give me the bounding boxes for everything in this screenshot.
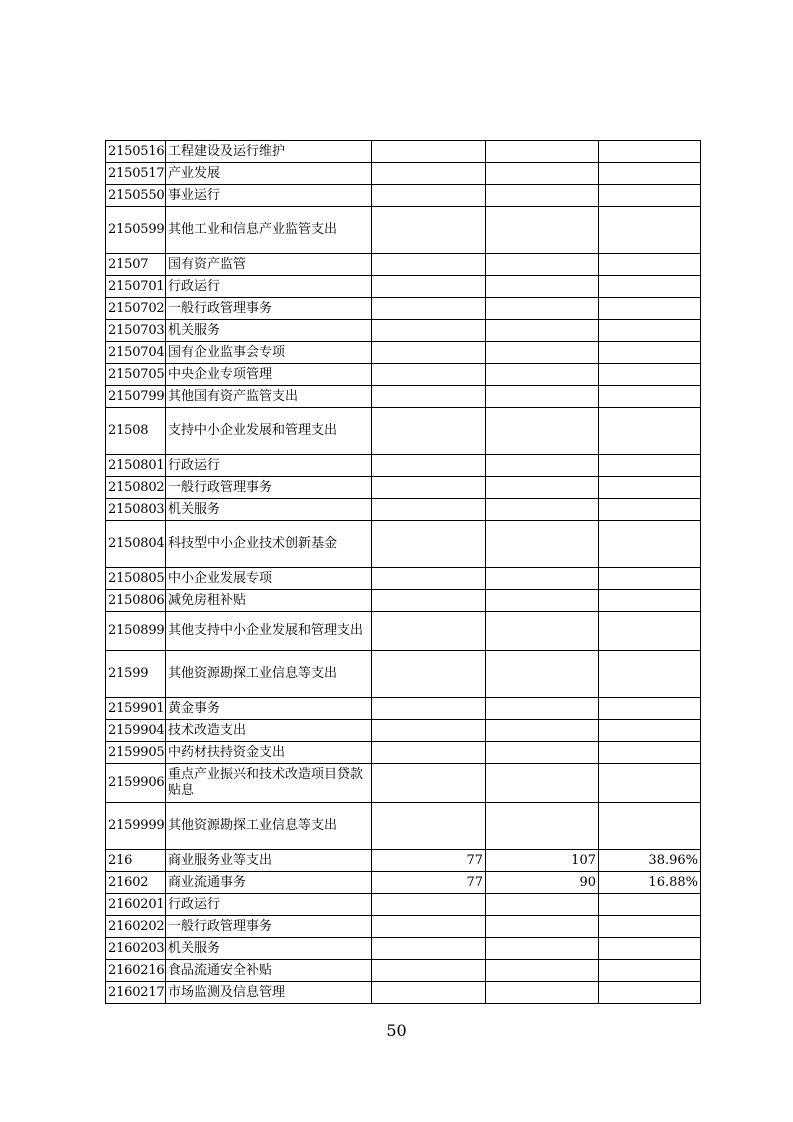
amount-curr-cell [486,960,599,982]
account-name-cell: 其他工业和信息产业监管支出 [166,207,372,254]
table-row [106,276,701,298]
amount-curr-cell [486,590,599,612]
account-code-cell: 2150599 [106,207,166,254]
amount-curr-cell [486,720,599,742]
amount-prev-cell [372,477,486,499]
amount-prev-cell [372,742,486,764]
amount-prev-cell [372,568,486,590]
growth-rate-cell [599,803,701,850]
account-name-cell: 其他资源勘探工业信息等支出 [166,651,372,698]
table-row [106,254,701,276]
amount-prev-cell [372,163,486,185]
account-name-cell: 市场监测及信息管理 [166,982,372,1004]
table-row [106,568,701,590]
account-name-cell: 一般行政管理事务 [166,477,372,499]
table-row [106,872,701,894]
account-code-cell: 2160201 [106,894,166,916]
amount-prev-cell [372,698,486,720]
table-row [106,590,701,612]
account-name-cell: 食品流通安全补贴 [166,960,372,982]
amount-curr-cell [486,651,599,698]
amount-prev-cell [372,720,486,742]
table-row [106,455,701,477]
amount-prev-cell [372,651,486,698]
amount-curr-cell [486,477,599,499]
account-code-cell: 2150802 [106,477,166,499]
account-name-cell: 机关服务 [166,320,372,342]
amount-curr-cell [486,141,599,163]
amount-curr-cell [486,455,599,477]
account-name-cell: 工程建设及运行维护 [166,141,372,163]
account-code-cell: 2160202 [106,916,166,938]
account-name-cell: 其他支持中小企业发展和管理支出 [166,612,372,651]
amount-curr-cell [486,185,599,207]
amount-prev-cell [372,342,486,364]
growth-rate-cell [599,276,701,298]
account-code-cell: 2150703 [106,320,166,342]
amount-prev-cell [372,982,486,1004]
amount-curr-cell [486,521,599,568]
table-row [106,364,701,386]
account-code-cell: 2160217 [106,982,166,1004]
account-code-cell: 21507 [106,254,166,276]
amount-prev-cell [372,894,486,916]
table-row [106,742,701,764]
account-code-cell: 2150516 [106,141,166,163]
account-name-cell: 减免房租补贴 [166,590,372,612]
amount-prev-cell [372,141,486,163]
table-row [106,612,701,651]
growth-rate-cell [599,590,701,612]
amount-prev-cell [372,185,486,207]
amount-prev-cell [372,764,486,803]
amount-curr-cell [486,499,599,521]
account-name-cell: 行政运行 [166,276,372,298]
account-code-cell: 2150801 [106,455,166,477]
amount-curr-cell [486,364,599,386]
table-row [106,764,701,803]
growth-rate-cell [599,455,701,477]
growth-rate-cell [599,612,701,651]
growth-rate-cell [599,916,701,938]
table-row [106,651,701,698]
account-name-cell: 其他国有资产监管支出 [166,386,372,408]
amount-prev-cell [372,803,486,850]
amount-curr-cell [486,408,599,455]
growth-rate-cell [599,408,701,455]
account-name-cell: 科技型中小企业技术创新基金 [166,521,372,568]
account-code-cell: 2150804 [106,521,166,568]
amount-curr-cell [486,298,599,320]
account-code-cell: 2150704 [106,342,166,364]
account-code-cell: 2159904 [106,720,166,742]
amount-prev-cell [372,364,486,386]
amount-prev-cell [372,298,486,320]
table-row [106,342,701,364]
amount-prev-cell [372,521,486,568]
growth-rate-cell [599,938,701,960]
account-code-cell: 216 [106,850,166,872]
amount-curr-cell [486,386,599,408]
growth-rate-cell [599,254,701,276]
amount-prev-cell: 77 [372,872,486,894]
budget-table-body [106,141,701,1004]
amount-curr-cell [486,254,599,276]
growth-rate-cell: 38.96% [599,850,701,872]
growth-rate-cell [599,207,701,254]
growth-rate-cell: 16.88% [599,872,701,894]
growth-rate-cell [599,185,701,207]
growth-rate-cell [599,298,701,320]
amount-prev-cell [372,276,486,298]
account-name-cell: 重点产业振兴和技术改造项目贷款贴息 [166,764,372,803]
amount-prev-cell [372,590,486,612]
amount-prev-cell [372,960,486,982]
table-row [106,320,701,342]
amount-curr-cell: 90 [486,872,599,894]
account-code-cell: 2150805 [106,568,166,590]
growth-rate-cell [599,894,701,916]
amount-prev-cell [372,207,486,254]
table-row [106,720,701,742]
table-row [106,386,701,408]
table-row [106,408,701,455]
amount-prev-cell [372,386,486,408]
amount-prev-cell: 77 [372,850,486,872]
amount-curr-cell [486,938,599,960]
growth-rate-cell [599,521,701,568]
account-name-cell: 国有资产监管 [166,254,372,276]
table-row [106,207,701,254]
amount-curr-cell [486,207,599,254]
amount-prev-cell [372,408,486,455]
amount-prev-cell [372,254,486,276]
page-number: 50 [386,1021,407,1040]
growth-rate-cell [599,568,701,590]
amount-curr-cell [486,764,599,803]
table-row [106,521,701,568]
account-name-cell: 机关服务 [166,499,372,521]
table-row [106,960,701,982]
account-name-cell: 商业流通事务 [166,872,372,894]
growth-rate-cell [599,764,701,803]
account-code-cell: 2159905 [106,742,166,764]
amount-prev-cell [372,320,486,342]
account-name-cell: 一般行政管理事务 [166,916,372,938]
amount-prev-cell [372,455,486,477]
amount-curr-cell [486,916,599,938]
budget-table [105,140,701,1004]
amount-curr-cell [486,163,599,185]
amount-curr-cell [486,276,599,298]
account-name-cell: 国有企业监事会专项 [166,342,372,364]
account-code-cell: 2150550 [106,185,166,207]
growth-rate-cell [599,477,701,499]
table-row [106,499,701,521]
account-code-cell: 2150803 [106,499,166,521]
growth-rate-cell [599,141,701,163]
growth-rate-cell [599,320,701,342]
account-name-cell: 其他资源勘探工业信息等支出 [166,803,372,850]
amount-curr-cell [486,342,599,364]
amount-prev-cell [372,499,486,521]
account-name-cell: 行政运行 [166,455,372,477]
account-code-cell: 2160216 [106,960,166,982]
account-name-cell: 产业发展 [166,163,372,185]
growth-rate-cell [599,499,701,521]
table-row [106,982,701,1004]
amount-curr-cell [486,742,599,764]
table-row [106,894,701,916]
account-code-cell: 2160203 [106,938,166,960]
amount-prev-cell [372,938,486,960]
amount-curr-cell: 107 [486,850,599,872]
growth-rate-cell [599,364,701,386]
growth-rate-cell [599,742,701,764]
amount-curr-cell [486,982,599,1004]
account-name-cell: 中央企业专项管理 [166,364,372,386]
account-code-cell: 21508 [106,408,166,455]
growth-rate-cell [599,720,701,742]
account-code-cell: 2150799 [106,386,166,408]
amount-curr-cell [486,698,599,720]
amount-curr-cell [486,894,599,916]
table-row [106,916,701,938]
table-row [106,938,701,960]
table-row [106,141,701,163]
account-name-cell: 事业运行 [166,185,372,207]
amount-curr-cell [486,803,599,850]
amount-curr-cell [486,320,599,342]
growth-rate-cell [599,651,701,698]
account-code-cell: 2150701 [106,276,166,298]
account-name-cell: 中药材扶持资金支出 [166,742,372,764]
growth-rate-cell [599,163,701,185]
account-code-cell: 2150705 [106,364,166,386]
amount-curr-cell [486,612,599,651]
growth-rate-cell [599,960,701,982]
account-code-cell: 2150806 [106,590,166,612]
growth-rate-cell [599,342,701,364]
account-code-cell: 2150517 [106,163,166,185]
account-name-cell: 支持中小企业发展和管理支出 [166,408,372,455]
table-row [106,477,701,499]
account-code-cell: 21602 [106,872,166,894]
growth-rate-cell [599,982,701,1004]
growth-rate-cell [599,698,701,720]
table-row [106,185,701,207]
account-name-cell: 商业服务业等支出 [166,850,372,872]
account-name-cell: 中小企业发展专项 [166,568,372,590]
account-code-cell: 2159901 [106,698,166,720]
table-row [106,803,701,850]
growth-rate-cell [599,386,701,408]
account-code-cell: 21599 [106,651,166,698]
account-name-cell: 机关服务 [166,938,372,960]
account-code-cell: 2150899 [106,612,166,651]
account-code-cell: 2150702 [106,298,166,320]
table-row [106,163,701,185]
table-row [106,850,701,872]
amount-prev-cell [372,612,486,651]
account-name-cell: 技术改造支出 [166,720,372,742]
account-name-cell: 黄金事务 [166,698,372,720]
amount-curr-cell [486,568,599,590]
table-row [106,698,701,720]
account-code-cell: 2159906 [106,764,166,803]
account-code-cell: 2159999 [106,803,166,850]
table-row [106,298,701,320]
account-name-cell: 行政运行 [166,894,372,916]
account-name-cell: 一般行政管理事务 [166,298,372,320]
amount-prev-cell [372,916,486,938]
